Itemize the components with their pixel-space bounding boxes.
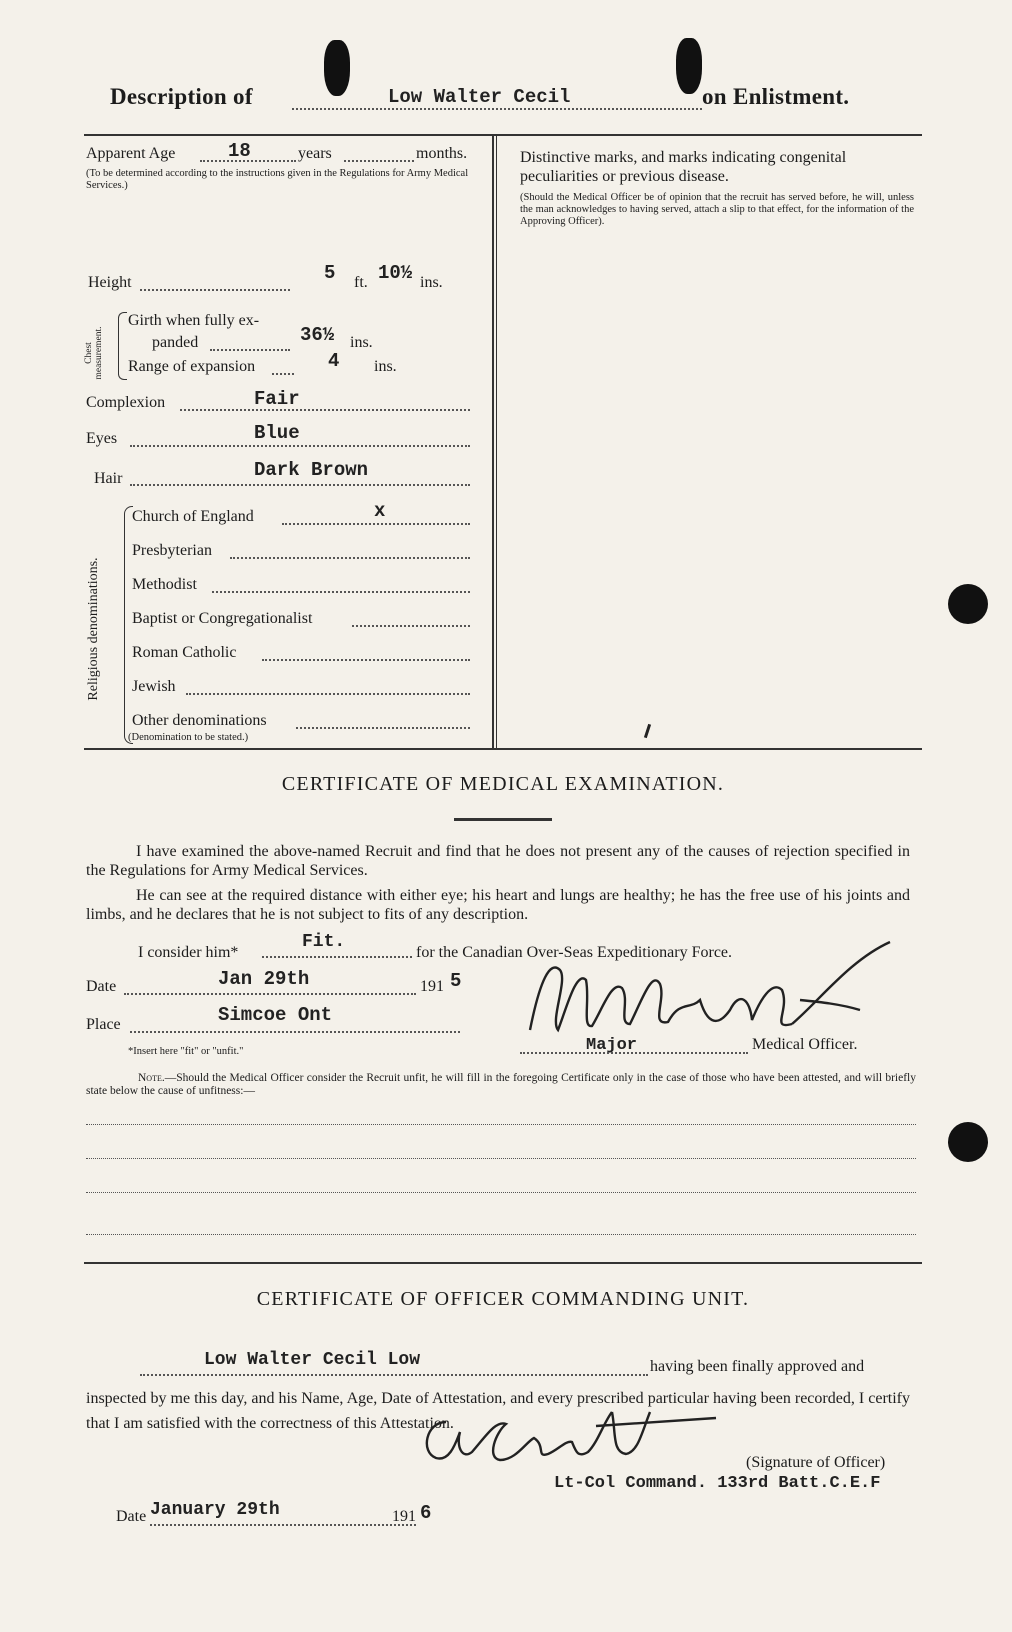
medical-year-prefix: 191 [420, 978, 444, 995]
religion-church-of-england: Church of England [132, 508, 254, 525]
commanding-year-digit: 6 [420, 1502, 432, 1524]
header-rule [84, 134, 922, 136]
ink-blot-left [324, 40, 350, 96]
years-label: years [298, 145, 332, 162]
eyes-value: Blue [254, 422, 300, 444]
commanding-date-label: Date [116, 1508, 147, 1525]
religion-line-7 [296, 727, 470, 729]
religion-line-2 [230, 557, 470, 559]
medical-date-label: Date [86, 978, 117, 995]
medical-para-2: He can see at the required distance with either eye; his heart and lungs are healthy; he has the free use of his joints and limbs, and he declares that he is not subject to fits of any description. [86, 887, 910, 923]
commanding-para: inspected by me this day, and his Name, Age, Date of Attestation, and every prescribed particular having been recorded, I certify that I am satisfied with the correctness of this Attestation. [86, 1390, 910, 1432]
chest-measurement-text: Chest measurement. [84, 326, 104, 380]
denomination-note: (Denomination to be stated.) [128, 732, 249, 743]
medical-officer-signature [520, 940, 920, 1060]
hair-value: Dark Brown [254, 459, 369, 481]
medical-note-text: —Should the Medical Officer consider the Recruit unfit, he will fill in the foregoing Certificate only in the case of those who have been attested, and will briefly state below the cause of unfitness:— [86, 1072, 916, 1097]
consider-line [262, 956, 412, 958]
medical-place-value: Simcoe Ont [218, 1004, 333, 1026]
column-divider-2 [496, 136, 497, 748]
header-name-line [292, 108, 702, 110]
eyes-line [130, 445, 470, 447]
ink-tick [644, 724, 651, 738]
religion-presbyterian: Presbyterian [132, 542, 212, 559]
hair-label: Hair [94, 470, 123, 487]
punch-hole-upper [948, 584, 988, 624]
signature-of-officer-label: (Signature of Officer) [746, 1454, 886, 1471]
months-line [344, 160, 414, 162]
girth-line [210, 349, 290, 351]
section-rule-2 [84, 1262, 922, 1264]
commanding-heading: CERTIFICATE OF OFFICER COMMANDING UNIT. [256, 1288, 750, 1310]
girth-label-1: Girth when fully ex- [128, 312, 260, 329]
religion-side-label [84, 514, 120, 740]
height-label: Height [88, 274, 132, 291]
height-ins-label: ins. [420, 274, 443, 291]
girth-value: 36½ [300, 324, 335, 346]
commanding-date-line [150, 1524, 416, 1526]
girth-label-2: panded [152, 334, 199, 351]
complexion-value: Fair [254, 388, 300, 410]
eyes-label: Eyes [86, 430, 118, 447]
punch-hole-lower [948, 1122, 988, 1162]
religion-roman-catholic: Roman Catholic [132, 644, 237, 661]
ft-label: ft. [354, 274, 368, 291]
distinctive-marks-heading: Distinctive marks, and marks indicating congenital peculiarities or previous disease. [520, 149, 847, 185]
unfit-line-2 [86, 1158, 916, 1159]
commanding-name-line [140, 1374, 648, 1376]
complexion-label: Complexion [86, 394, 166, 411]
medical-date-line [124, 993, 416, 995]
chest-measurement-label [82, 320, 104, 386]
medical-note [86, 1072, 916, 1098]
religion-other: Other denominations [132, 712, 267, 729]
religion-line-5 [262, 659, 470, 661]
religion-line-4 [352, 625, 470, 627]
header-suffix: on Enlistment. [702, 84, 850, 109]
commanding-year-prefix: 191 [392, 1508, 416, 1525]
height-line [140, 289, 290, 291]
commanding-date-value: January 29th [150, 1500, 280, 1520]
unfit-line-1 [86, 1124, 916, 1125]
commanding-approved-label: having been finally approved and [650, 1358, 865, 1375]
complexion-line [180, 409, 470, 411]
distinctive-marks-note: (Should the Medical Officer be of opinion that the recruit has served before, he will, unless the man acknowledges to having served, attach a slip to that effect, for the information of the Approving Officer). [520, 192, 914, 227]
medical-officer-rank: Major [586, 1036, 638, 1055]
commanding-officer-title: Lt-Col Command. 133rd Batt.C.E.F [554, 1474, 881, 1493]
medical-place-line [130, 1031, 460, 1033]
medical-place-label: Place [86, 1016, 121, 1033]
range-line [272, 373, 294, 375]
header-name: Low Walter Cecil [388, 86, 571, 108]
age-value: 18 [228, 140, 251, 162]
age-note: (To be determined according to the instructions given in the Regulations for Army Medical Services.) [86, 168, 469, 191]
force-label: for the Canadian Over-Seas Expeditionary Force. [416, 944, 733, 961]
header-prefix: Description of [110, 84, 253, 109]
medical-officer-label: Medical Officer. [752, 1036, 858, 1053]
commanding-officer-signature [416, 1402, 756, 1472]
age-line [200, 160, 296, 162]
months-label: months. [416, 145, 468, 162]
medical-year-digit: 5 [450, 970, 462, 992]
range-label: Range of expansion [128, 358, 256, 375]
column-divider [492, 136, 494, 748]
unfit-line-4 [86, 1234, 916, 1235]
religion-church-of-england-mark: x [374, 500, 386, 522]
medical-heading-underline [454, 818, 552, 821]
medical-note-prefix: Note. [138, 1072, 165, 1084]
hair-line [130, 484, 470, 486]
range-value: 4 [328, 350, 340, 372]
girth-unit: ins. [350, 334, 373, 351]
commanding-name-value: Low Walter Cecil Low [204, 1350, 421, 1370]
age-label: Apparent Age [86, 145, 176, 162]
religion-line-1 [282, 523, 470, 525]
ink-blot-right [676, 38, 702, 94]
medical-date-value: Jan 29th [218, 968, 310, 990]
medical-heading: CERTIFICATE OF MEDICAL EXAMINATION. [281, 773, 725, 795]
religion-baptist: Baptist or Congregationalist [132, 610, 313, 627]
consider-label: I consider him* [138, 944, 239, 961]
religion-line-6 [186, 693, 470, 695]
religion-jewish: Jewish [132, 678, 176, 695]
section-rule-1 [84, 748, 922, 750]
insert-note: *Insert here "fit" or "unfit." [128, 1046, 244, 1057]
medical-officer-line [520, 1052, 748, 1054]
range-unit: ins. [374, 358, 397, 375]
religion-line-3 [212, 591, 470, 593]
chest-bracket [118, 312, 127, 380]
height-in-value: 10½ [378, 262, 413, 284]
unfit-line-3 [86, 1192, 916, 1193]
consider-value: Fit. [302, 932, 346, 952]
religion-side-text: Religious denominations. [86, 557, 101, 701]
height-ft-value: 5 [324, 262, 336, 284]
religion-methodist: Methodist [132, 576, 197, 593]
medical-para-1: I have examined the above-named Recruit and find that he does not present any of the causes of rejection specified in the Regulations for Army Medical Services. [86, 843, 910, 879]
